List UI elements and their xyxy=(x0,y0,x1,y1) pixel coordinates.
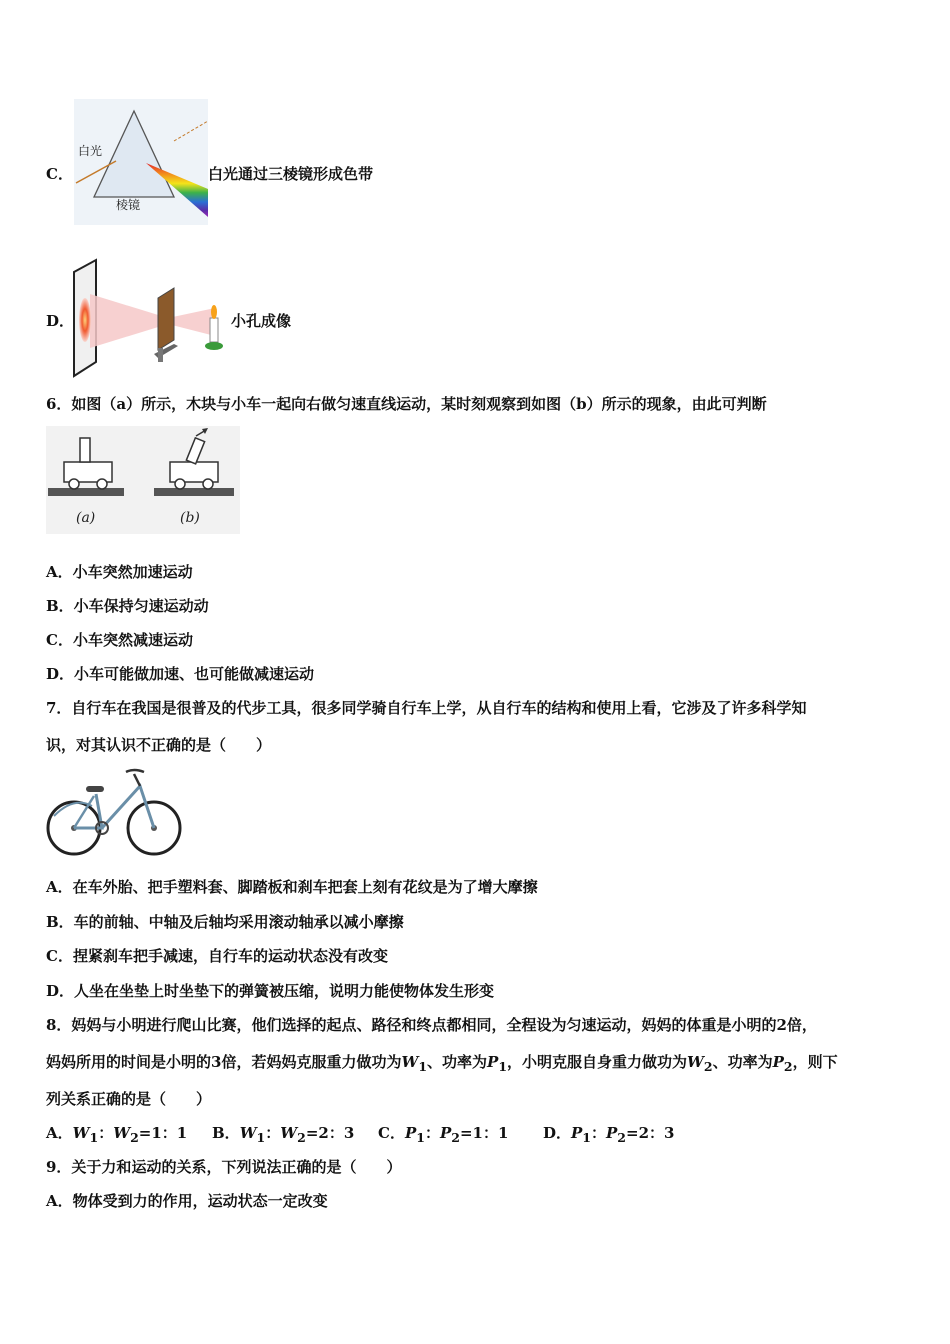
q6-option-a: A．小车突然加速运动 xyxy=(46,563,193,581)
q9-stem: 9．关于力和运动的关系，下列说法正确的是（ ） xyxy=(46,1158,402,1176)
q7-option-b: B．车的前轴、中轴及后轴均采用滚动轴承以减小摩擦 xyxy=(46,913,404,931)
prism-label-light: 白光 xyxy=(78,144,103,158)
q8-line2: 妈妈所用的时间是小明的3倍，若妈妈克服重力做功为$W_1$、功率为$P_1$，小明克服自身重力做功为$W_2$、功率为$P_2$，则下 xyxy=(46,1053,838,1074)
q7-option-d: D．人坐在坐垫上时坐垫下的弹簧被压缩，说明力能使物体发生形变 xyxy=(46,982,495,1000)
q8-option-b: B．$W_1$：$W_2=2$：3 xyxy=(212,1124,355,1145)
cart-block-figure xyxy=(46,426,240,534)
q6-option-d: D．小车可能做加速、也可能做减速运动 xyxy=(46,665,315,683)
q7-stem-line1: 7．自行车在我国是很普及的代步工具，很多同学骑自行车上学，从自行车的结构和使用上看，它涉及了许多科学知 xyxy=(46,699,807,717)
option-c-caption: 白光通过三棱镜形成色带 xyxy=(208,165,374,183)
q8-line3: 列关系正确的是（ ） xyxy=(46,1090,212,1108)
fig-label-b: (b) xyxy=(180,510,200,526)
option-d-caption: 小孔成像 xyxy=(231,312,292,330)
bicycle-figure xyxy=(44,766,184,858)
q8-option-d: D．$P_1$：$P_2=2$：3 xyxy=(543,1124,675,1145)
q8-line1: 8．妈妈与小明进行爬山比赛，他们选择的起点、路径和终点都相同，全程设为匀速运动，妈妈的体重是小明的2倍， xyxy=(46,1016,817,1034)
prism-figure xyxy=(74,99,208,225)
fig-label-a: (a) xyxy=(76,510,96,526)
q8-option-a: A．$W_1$：$W_2=1$：1 xyxy=(46,1124,188,1145)
prism-label-prism: 棱镜 xyxy=(116,198,141,212)
q7-option-a: A．在车外胎、把手塑料套、脚踏板和刹车把套上刻有花纹是为了增大摩擦 xyxy=(46,878,538,896)
q7-option-c: C．捏紧刹车把手减速，自行车的运动状态没有改变 xyxy=(46,947,388,965)
q6-option-b: B．小车保持匀速运动动 xyxy=(46,597,209,615)
q8-option-c: C．$P_1$：$P_2=1$：1 xyxy=(378,1124,509,1145)
q7-stem-line2: 识，对其认识不正确的是（ ） xyxy=(46,736,272,754)
q9-option-a: A．物体受到力的作用，运动状态一定改变 xyxy=(46,1192,328,1210)
q6-stem: 6．如图（a）所示，木块与小车一起向右做匀速直线运动，某时刻观察到如图（b）所示的现象，由此可判断 xyxy=(46,395,767,413)
option-c-letter: C． xyxy=(46,165,73,183)
q6-option-c: C．小车突然减速运动 xyxy=(46,631,193,649)
pinhole-figure xyxy=(70,258,230,380)
option-d-letter: D． xyxy=(46,312,75,330)
